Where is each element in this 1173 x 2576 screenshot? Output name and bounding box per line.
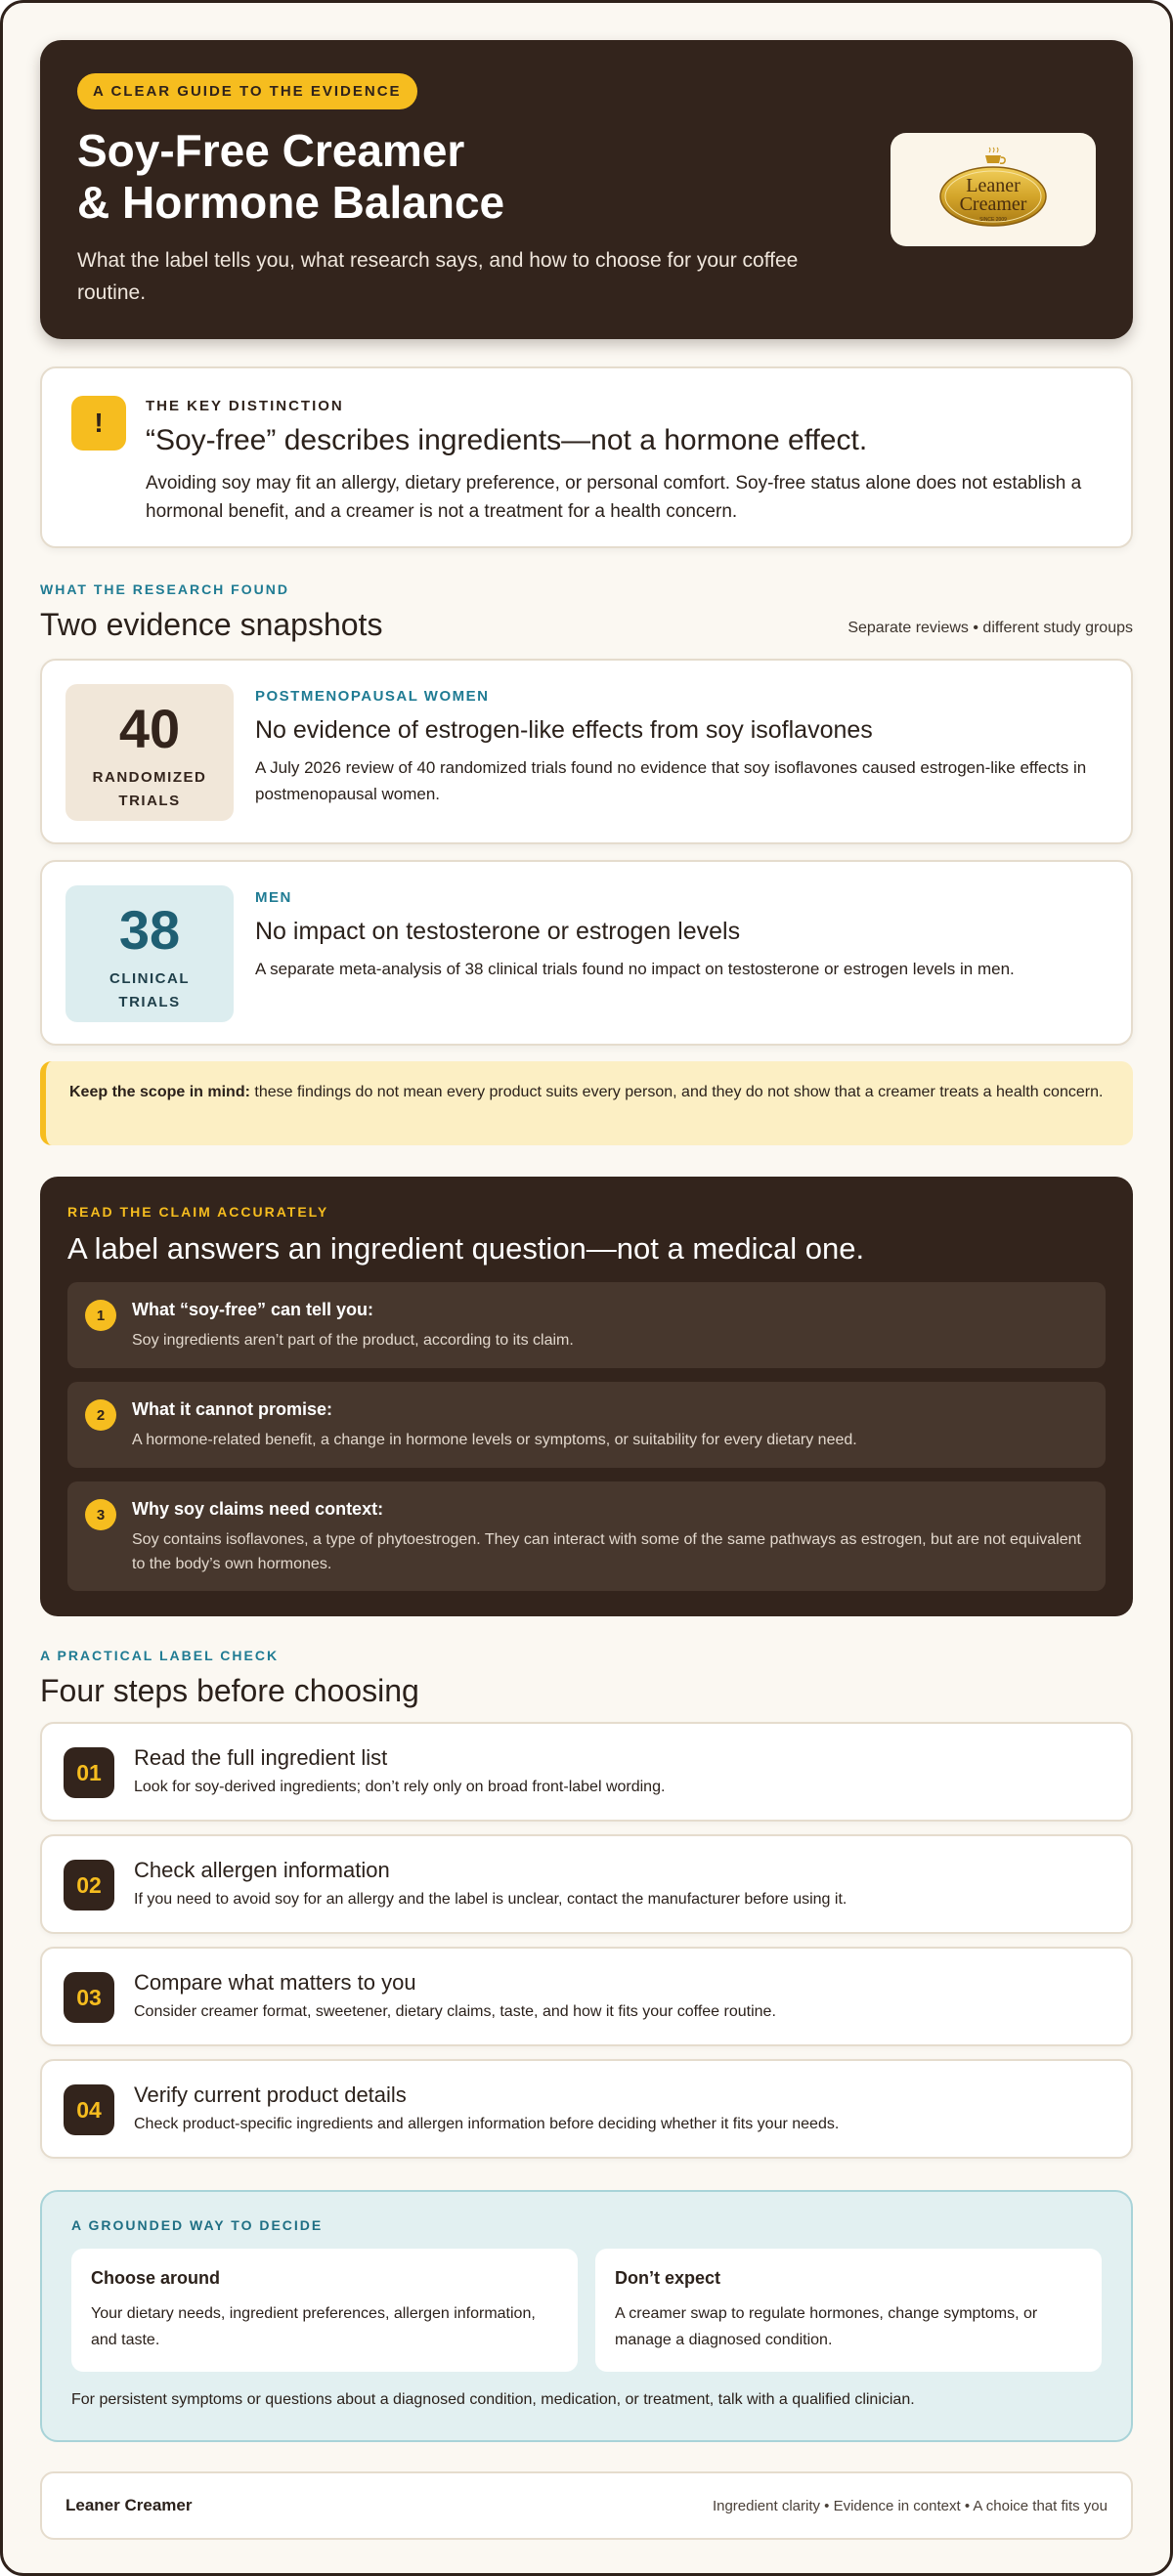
choose-around-card xyxy=(71,2249,578,2372)
stat-card-women xyxy=(40,659,1133,844)
step-title: Verify current product details xyxy=(134,2082,407,2107)
claim-item-head: Why soy claims need context: xyxy=(132,1499,384,1519)
hero-subtitle: What the label tells you, what research says, and how to choose for your coffee routine. xyxy=(77,249,799,304)
hero-banner xyxy=(40,40,1133,339)
claim-item xyxy=(67,1382,1106,1468)
exclamation-icon: ! xyxy=(71,396,126,451)
claim-title: A label answers an ingredient question—not a medical one. xyxy=(67,1231,865,1266)
stat-eyebrow: POSTMENOPAUSAL WOMEN xyxy=(255,688,490,705)
step-body: Check product-specific ingredients and allergen information before deciding whether it fits your needs. xyxy=(134,2116,840,2132)
claim-item-head: What it cannot promise: xyxy=(132,1399,333,1419)
key-body: Avoiding soy may fit an allergy, dietary preference, or personal comfort. Soy-free status alone does not establish a hormonal benefit, and a creamer is not a treatment for a health concern. xyxy=(146,473,1082,522)
steps-title: Four steps before choosing xyxy=(40,1673,419,1708)
hero-title xyxy=(77,125,840,229)
key-title: “Soy-free” describes ingredients—not a hormone effect. xyxy=(146,424,868,456)
stat-body: A July 2026 review of 40 randomized trials found no evidence that soy isoflavones caused estrogen-like effects in postmenopausal women. xyxy=(255,758,1087,803)
stat-number: 38 xyxy=(118,899,181,961)
step-body: If you need to avoid soy for an allergy and the label is unclear, contact the manufacturer before using it. xyxy=(134,1891,847,1908)
stat-body: A separate meta-analysis of 38 clinical trials found no impact on testosterone or estrogen levels in men. xyxy=(255,960,1015,978)
brand-logo xyxy=(891,133,1096,246)
steps-section xyxy=(40,1648,1133,2159)
hero-title-line2: & Hormone Balance xyxy=(77,177,505,228)
stat-label xyxy=(65,967,234,1014)
claim-number-badge: 1 xyxy=(85,1300,116,1331)
logo-word-leaner: Leaner xyxy=(966,175,1021,196)
key-distinction-card xyxy=(40,366,1133,548)
step-number: 01 xyxy=(64,1747,114,1798)
stat-title: No evidence of estrogen-like effects from soy isoflavones xyxy=(255,716,873,744)
stat-box xyxy=(65,684,234,821)
stat-box xyxy=(65,885,234,1022)
stat-label-line1: RANDOMIZED xyxy=(92,769,207,786)
step-number: 02 xyxy=(64,1860,114,1911)
step-card xyxy=(40,2059,1133,2159)
step-card xyxy=(40,1947,1133,2046)
footer-brand: Leaner Creamer xyxy=(65,2496,193,2514)
logo-since: SINCE 2009 xyxy=(979,217,1007,223)
hero-title-line1: Soy-Free Creamer xyxy=(77,125,465,176)
step-number: 04 xyxy=(64,2084,114,2135)
claim-panel xyxy=(40,1177,1133,1616)
claim-eyebrow: READ THE CLAIM ACCURATELY xyxy=(67,1204,329,1220)
stat-card-men xyxy=(40,860,1133,1046)
claim-item-body: Soy ingredients aren’t part of the product, according to its claim. xyxy=(132,1332,574,1349)
decide-panel xyxy=(40,2190,1133,2442)
stat-label-line1: CLINICAL xyxy=(109,970,190,987)
callout-text: these findings do not mean every product suits every person, and they do not show that a creamer treats a health concern. xyxy=(249,1084,1104,1100)
claim-number-badge: 2 xyxy=(85,1399,116,1431)
claim-item xyxy=(67,1282,1106,1368)
step-title: Read the full ingredient list xyxy=(134,1745,388,1770)
stat-label-line2: TRIALS xyxy=(118,994,181,1010)
step-body: Consider creamer format, sweetener, dietary claims, taste, and how it fits your coffee routine. xyxy=(134,2003,776,2020)
logo-word-creamer: Creamer xyxy=(959,193,1027,215)
stat-label xyxy=(65,766,234,813)
dont-expect-body: A creamer swap to regulate hormones, change symptoms, or manage a diagnosed condition. xyxy=(615,2305,1038,2348)
callout-bold: Keep the scope in mind: xyxy=(69,1084,250,1100)
step-card xyxy=(40,1722,1133,1822)
key-eyebrow: THE KEY DISTINCTION xyxy=(146,398,344,414)
clinician-note: For persistent symptoms or questions about a diagnosed condition, medication, or treatment, talk with a qualified clinician. xyxy=(71,2391,915,2408)
claim-item-body: A hormone-related benefit, a change in hormone levels or symptoms, or suitability for every dietary need. xyxy=(132,1432,857,1448)
research-section xyxy=(40,581,1133,1145)
choose-around-heading: Choose around xyxy=(91,2268,221,2288)
claim-item xyxy=(67,1481,1106,1591)
claim-item-head: What “soy-free” can tell you: xyxy=(132,1300,374,1319)
research-note: Separate reviews • different study groups xyxy=(847,620,1133,636)
stat-text xyxy=(255,889,1102,982)
dont-expect-heading: Don’t expect xyxy=(615,2268,721,2288)
brand-logo-graphic xyxy=(934,146,1052,234)
hero-eyebrow-pill: A CLEAR GUIDE TO THE EVIDENCE xyxy=(77,73,417,109)
research-eyebrow: WHAT THE RESEARCH FOUND xyxy=(40,581,289,597)
step-card xyxy=(40,1834,1133,1934)
step-number: 03 xyxy=(64,1972,114,2023)
stat-eyebrow: MEN xyxy=(255,889,292,906)
decide-eyebrow: A GROUNDED WAY TO DECIDE xyxy=(71,2217,324,2233)
claim-number-badge: 3 xyxy=(85,1499,116,1530)
claim-item-body: Soy contains isoflavones, a type of phytoestrogen. They can interact with some of the same pathways as estrogen, but are not equivalent to the body’s own hormones. xyxy=(132,1531,1081,1572)
dont-expect-card xyxy=(595,2249,1102,2372)
step-title: Check allergen information xyxy=(134,1858,390,1882)
stat-text xyxy=(255,688,1102,807)
step-body: Look for soy-derived ingredients; don’t rely only on broad front-label wording. xyxy=(134,1779,666,1795)
stat-title: No impact on testosterone or estrogen levels xyxy=(255,918,741,945)
footer xyxy=(40,2471,1133,2540)
stat-label-line2: TRIALS xyxy=(118,793,181,809)
scope-callout xyxy=(40,1061,1133,1145)
stat-number: 40 xyxy=(118,698,181,759)
choose-around-body: Your dietary needs, ingredient preferences, allergen information, and taste. xyxy=(91,2305,536,2348)
steps-eyebrow: A PRACTICAL LABEL CHECK xyxy=(40,1648,280,1663)
research-title: Two evidence snapshots xyxy=(40,607,383,642)
step-title: Compare what matters to you xyxy=(134,1970,416,1995)
footer-tagline: Ingredient clarity • Evidence in context • A choice that fits you xyxy=(712,2497,1108,2514)
